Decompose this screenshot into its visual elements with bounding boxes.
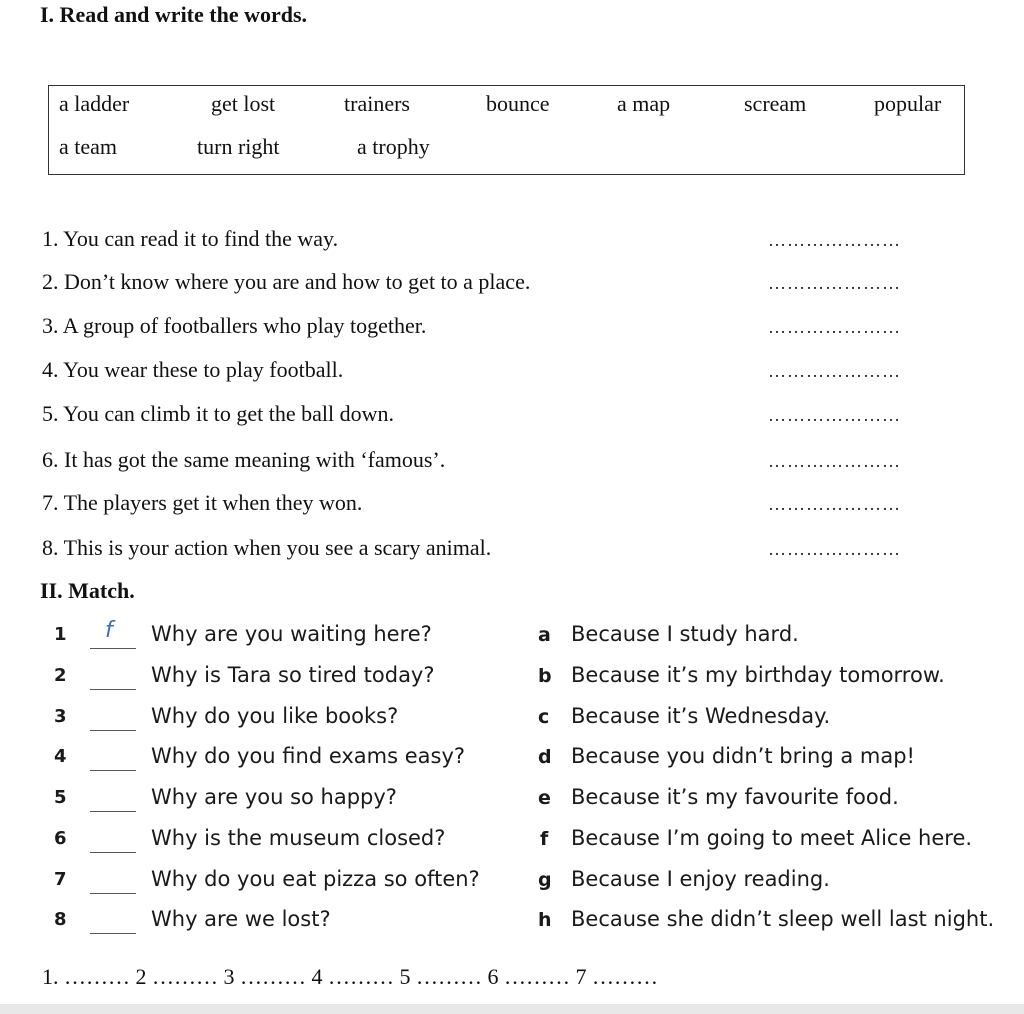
question-4: 4. You wear these to play football. (42, 357, 344, 382)
word-bank-item: a map (617, 91, 671, 116)
question-6: 6. It has got the same meaning with ‘famous’. (42, 447, 446, 472)
answer-line[interactable]: 1. ……… 2 ……… 3 ……… 4 ……… 5 ……… 6 ……… 7 ……… (42, 964, 658, 989)
match-letter: f (540, 828, 549, 850)
answer-blank[interactable]: ………………… (768, 494, 901, 514)
match-number: 2 (54, 665, 67, 686)
match-letter: d (538, 746, 552, 768)
question-1: 1. You can read it to find the way. (42, 226, 339, 251)
word-bank-item: bounce (486, 91, 550, 116)
word-bank (48, 85, 965, 175)
answer-blank[interactable]: ………………… (768, 451, 901, 471)
word-bank-item: turn right (197, 134, 280, 159)
match-answer: Because you didn’t bring a map! (571, 744, 915, 768)
match-letter: h (538, 909, 552, 931)
match-number: 3 (54, 706, 67, 727)
match-blank[interactable] (90, 811, 136, 812)
answer-blank[interactable]: ………………… (768, 317, 901, 337)
question-7: 7. The players get it when they won. (42, 490, 363, 515)
match-answer: Because I study hard. (571, 622, 799, 646)
question-8: 8. This is your action when you see a scary animal. (42, 535, 492, 560)
match-answer: Because it’s my birthday tomorrow. (571, 663, 945, 687)
question-2: 2. Don’t know where you are and how to get to a place. (42, 269, 531, 294)
match-number: 4 (54, 746, 67, 767)
section2-title: II. Match. (40, 578, 135, 603)
match-question: Why are we lost? (151, 907, 331, 931)
word-bank-item: a ladder (59, 91, 130, 116)
match-letter: a (538, 624, 551, 646)
word-bank-item: a team (59, 134, 118, 159)
match-blank[interactable] (90, 730, 136, 731)
match-number: 7 (54, 869, 67, 890)
match-blank[interactable] (90, 689, 136, 690)
word-bank-item: scream (744, 91, 807, 116)
match-question: Why are you waiting here? (151, 622, 432, 646)
match-letter: c (538, 706, 550, 728)
match-number: 6 (54, 828, 67, 849)
word-bank-item: trainers (344, 91, 410, 116)
match-question: Why do you eat pizza so often? (151, 867, 480, 891)
match-question: Why are you so happy? (151, 785, 397, 809)
question-3: 3. A group of footballers who play together. (42, 313, 427, 338)
match-answer: Because I enjoy reading. (571, 867, 830, 891)
match-question: Why do you find exams easy? (151, 744, 466, 768)
match-blank[interactable] (90, 770, 136, 771)
match-answer: Because it’s my favourite food. (571, 785, 899, 809)
answer-blank[interactable]: ………………… (768, 273, 901, 293)
match-letter: g (538, 869, 552, 891)
match-blank[interactable] (90, 893, 136, 894)
match-blank[interactable] (90, 852, 136, 853)
word-bank-item: get lost (211, 91, 276, 116)
match-blank[interactable] (90, 933, 136, 934)
match-question: Why is the museum closed? (151, 826, 446, 850)
section1-title: I. Read and write the words. (40, 2, 308, 27)
answer-blank[interactable]: ………………… (768, 539, 901, 559)
word-bank-item: popular (874, 91, 942, 116)
answer-blank[interactable]: ………………… (768, 361, 901, 381)
match-answer: Because it’s Wednesday. (571, 704, 831, 728)
match-letter: e (538, 787, 551, 809)
match-number: 5 (54, 787, 67, 808)
match-number: 8 (54, 909, 67, 930)
match-number: 1 (54, 624, 67, 645)
match-answer: Because I’m going to meet Alice here. (571, 826, 973, 850)
match-question: Why do you like books? (151, 704, 399, 728)
match-question: Why is Tara so tired today? (151, 663, 435, 687)
example-answer: f (105, 618, 113, 643)
match-answer: Because she didn’t sleep well last night. (571, 907, 995, 931)
answer-blank[interactable]: ………………… (768, 230, 901, 250)
question-5: 5. You can climb it to get the ball down. (42, 401, 394, 426)
match-blank[interactable] (90, 648, 136, 649)
answer-blank[interactable]: ………………… (768, 405, 901, 425)
page-bottom-edge (0, 1004, 1024, 1014)
word-bank-item: a trophy (357, 134, 430, 159)
match-letter: b (538, 665, 552, 687)
